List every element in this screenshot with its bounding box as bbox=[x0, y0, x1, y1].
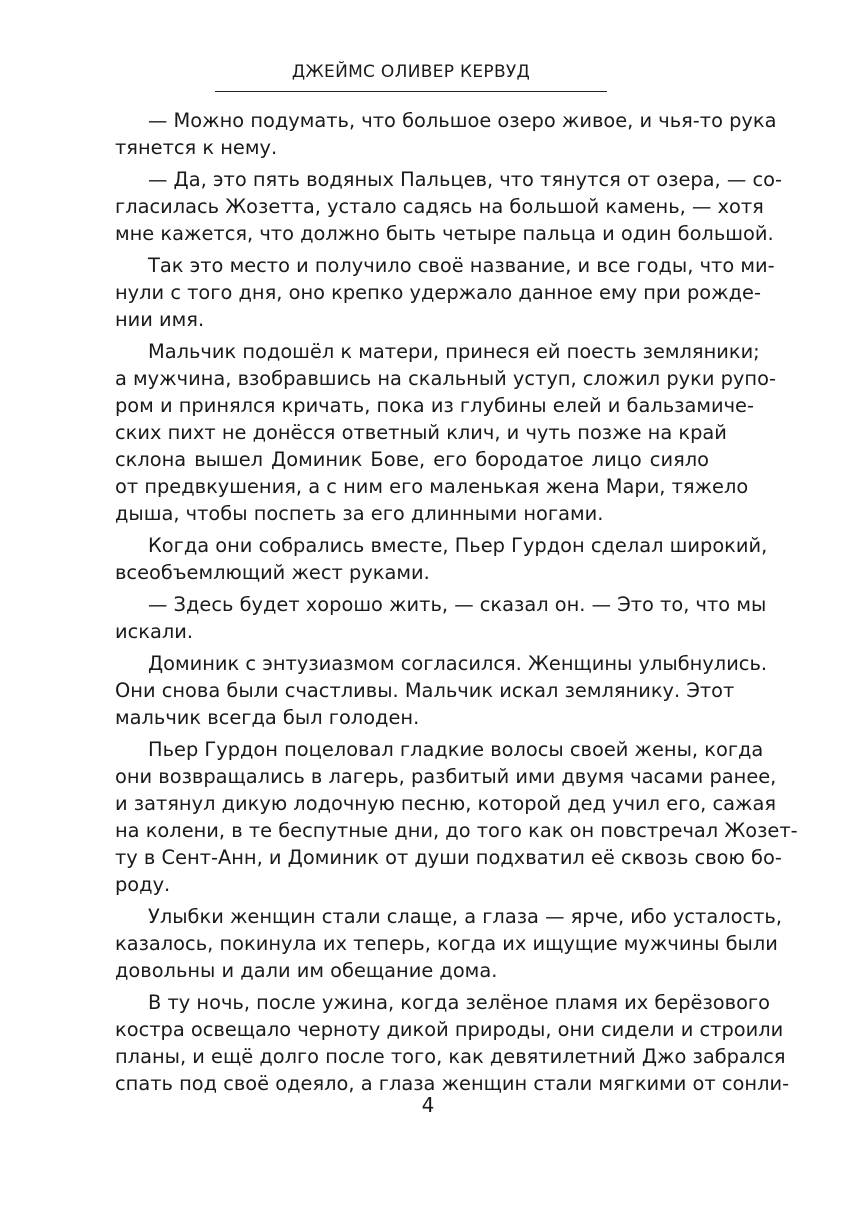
text-line: довольны и дали им обещание дома. bbox=[115, 959, 498, 982]
text-line: Улыбки женщин стали слаще, а глаза — ярче, ибо усталость, bbox=[148, 905, 783, 928]
text-line: — Да, это пять водяных Пальцев, что тянутся от озера, — со- bbox=[148, 168, 782, 191]
text-line: а мужчина, взобравшись на скальный уступ, сложил руки рупо- bbox=[115, 367, 776, 390]
text-line: мальчик всегда был голоден. bbox=[115, 706, 420, 729]
text-line: роду. bbox=[115, 873, 171, 896]
text-line: — Здесь будет хорошо жить, — сказал он. — Это то, что мы bbox=[148, 593, 767, 616]
text-line: ских пихт не донёсся ответный клич, и чуть позже на край bbox=[115, 421, 727, 444]
text-line: мне кажется, что должно быть четыре пальца и один большой. bbox=[115, 222, 774, 245]
text-line: ту в Сент-Анн, и Доминик от души подхватил её сквозь свою бо- bbox=[115, 846, 782, 869]
text-line: Они снова были счастливы. Мальчик искал землянику. Этот bbox=[115, 679, 735, 702]
text-line: они возвращались в лагерь, разбитый ими двумя часами ранее, bbox=[115, 765, 777, 788]
running-header: ДЖЕЙМС ОЛИВЕР КЕРВУД bbox=[291, 62, 531, 82]
text-line: казалось, покинула их теперь, когда их ищущие мужчины были bbox=[115, 932, 778, 955]
text-line: тянется к нему. bbox=[115, 136, 278, 159]
paragraph bbox=[115, 166, 782, 247]
text-line: планы, и ещё долго после того, как девятилетний Джо забрался bbox=[115, 1045, 786, 1068]
paragraph bbox=[115, 736, 798, 898]
text-line: спать под своё одеяло, а глаза женщин стали мягкими от сонли- bbox=[115, 1072, 790, 1095]
text-line: и затянул дикую лодочную песню, которой дед учил его, сажая bbox=[115, 792, 777, 815]
paragraph bbox=[115, 338, 776, 527]
paragraph bbox=[115, 591, 767, 645]
text-line: нии имя. bbox=[115, 308, 205, 331]
text-line: — Можно подумать, что большое озеро живое, и чья-то рука bbox=[148, 109, 777, 132]
paragraph bbox=[115, 989, 790, 1097]
text-line: Так это место и получило своё название, и все годы, что ми- bbox=[148, 254, 775, 277]
text-line: В ту ночь, после ужина, когда зелёное пламя их берёзового bbox=[148, 991, 770, 1014]
text-line: искали. bbox=[115, 620, 194, 643]
paragraph bbox=[115, 532, 768, 586]
text-line: от предвкушения, а с ним его маленькая жена Мари, тяжело bbox=[115, 475, 749, 498]
text-line: Мальчик подошёл к матери, принеся ей поесть земляники; bbox=[148, 340, 760, 363]
paragraph bbox=[115, 252, 775, 333]
text-line: ром и принялся кричать, пока из глубины елей и бальзамиче- bbox=[115, 394, 754, 417]
text-line: на колени, в те беспутные дни, до того как он повстречал Жозет- bbox=[115, 819, 798, 842]
paragraph bbox=[115, 107, 777, 161]
text-line: всеобъемлющий жест руками. bbox=[115, 561, 430, 584]
text-line: дыша, чтобы поспеть за его длинными ногами. bbox=[115, 502, 604, 525]
header-rule bbox=[215, 91, 607, 92]
text-line: склона вышел Доминик Бове, его бородатое лицо сияло bbox=[115, 448, 709, 471]
text-line: Когда они собрались вместе, Пьер Гурдон сделал широкий, bbox=[148, 534, 768, 557]
text-line: Доминик с энтузиазмом согласился. Женщины улыбнулись. bbox=[148, 652, 768, 675]
text-line: гласилась Жозетта, устало садясь на большой камень, — хотя bbox=[115, 195, 764, 218]
paragraph bbox=[115, 903, 783, 984]
body-text bbox=[115, 107, 798, 1097]
paragraph bbox=[115, 650, 768, 731]
text-line: костра освещало черноту дикой природы, они сидели и строили bbox=[115, 1018, 784, 1041]
text-line: Пьер Гурдон поцеловал гладкие волосы своей жены, когда bbox=[148, 738, 764, 761]
page-number: 4 bbox=[421, 1093, 435, 1117]
text-line: нули с того дня, оно крепко удержало данное ему при рожде- bbox=[115, 281, 761, 304]
